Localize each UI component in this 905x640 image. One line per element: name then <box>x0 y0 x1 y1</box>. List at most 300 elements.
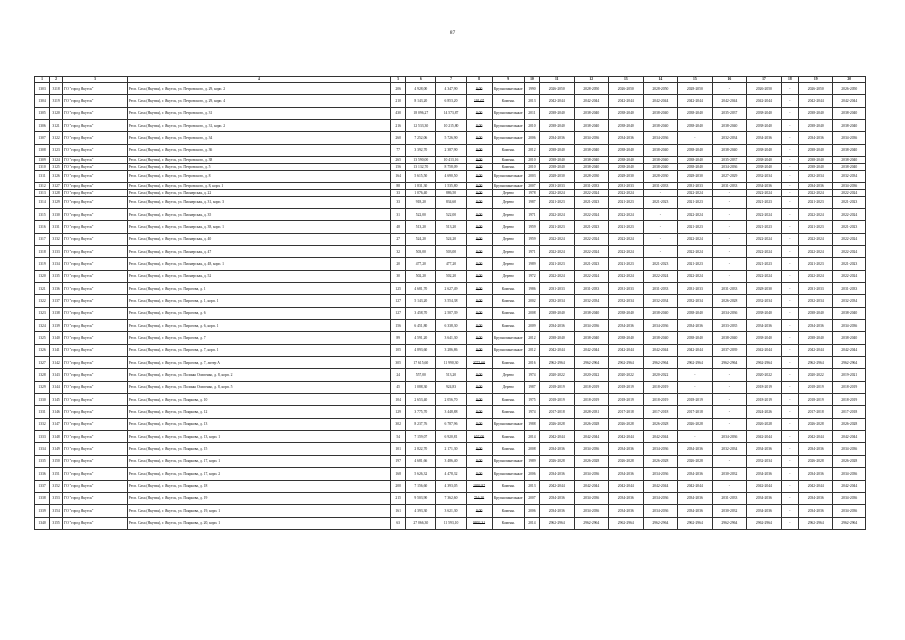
table-cell: ГО "город Якутск" <box>63 258 128 270</box>
table-cell: 3145 <box>50 394 63 406</box>
housing-registry-table <box>34 76 866 530</box>
table-cell: Дерево <box>492 233 524 245</box>
table-cell: 10 215,80 <box>436 120 466 132</box>
table-cell: 1319 <box>35 258 50 270</box>
table-cell: 210 <box>391 95 406 107</box>
table-cell: 10 413,16 <box>436 157 466 164</box>
table-cell: 0,00 <box>466 144 492 156</box>
table-row <box>35 332 866 344</box>
table-cell: 2038-2040 <box>643 332 678 344</box>
table-cell: 2028-2030 <box>643 170 678 182</box>
table-cell: 2034-2036 <box>798 183 833 190</box>
table-cell: ГО "город Якутск" <box>63 183 128 190</box>
table-cell: 1978 <box>524 189 539 196</box>
table-cell: 2038-2040 <box>574 163 609 170</box>
table-cell: 13 132,70 <box>406 163 436 170</box>
table-cell: 2022-2024 <box>833 245 866 257</box>
table-cell: 2008 <box>524 307 539 319</box>
table-cell: 63 <box>391 517 406 529</box>
table-cell: ГО "город Якутск" <box>63 418 128 430</box>
table-cell: 3126 <box>50 170 63 182</box>
table-cell: 2021-2023 <box>833 196 866 208</box>
table-row <box>35 83 866 95</box>
table-cell: Респ. Саха (Якутия), г. Якутск, ул. Петровского, д. 8, корп. 1 <box>127 183 390 190</box>
table-cell: 3119 <box>50 95 63 107</box>
table-cell: 0,00 <box>466 418 492 430</box>
table-cell: 2022-2024 <box>678 270 713 282</box>
table-cell: 2042-2044 <box>643 95 678 107</box>
table-cell: 0,00 <box>466 163 492 170</box>
table-cell: 5 626,32 <box>406 468 436 480</box>
table-cell: 2034-2036 <box>643 492 678 504</box>
table-cell: 2042-2044 <box>798 95 833 107</box>
table-cell: Дерево <box>492 208 524 220</box>
table-cell: 161 <box>391 505 406 517</box>
table-cell: 2034-2036 <box>609 443 644 455</box>
table-cell: ГО "город Якутск" <box>63 505 128 517</box>
table-cell: 0,00 <box>466 170 492 182</box>
table-cell: 1093,87 <box>466 480 492 492</box>
table-cell: 2017-2018 <box>833 406 866 418</box>
table-cell: 4 393,05 <box>436 480 466 492</box>
table-cell: Крупнопанельные <box>492 468 524 480</box>
table-row <box>35 196 866 208</box>
table-cell: 522,00 <box>406 208 436 220</box>
table-cell: 216 <box>391 120 406 132</box>
table-cell: - <box>781 283 798 295</box>
table-cell: - <box>781 295 798 307</box>
table-cell: - <box>781 468 798 480</box>
table-cell: 2038-2040 <box>833 307 866 319</box>
table-cell: 2031-2033 <box>678 183 713 190</box>
table-cell: 2032-2034 <box>712 443 747 455</box>
table-cell: 2026-2028 <box>798 418 833 430</box>
table-row <box>35 394 866 406</box>
table-cell: 2038-2040 <box>747 120 782 132</box>
column-number-14: 14 <box>643 77 678 83</box>
table-cell: 2038-2040 <box>574 144 609 156</box>
table-cell: 2022-2024 <box>643 270 678 282</box>
table-cell: 0,00 <box>466 196 492 208</box>
table-cell: - <box>781 431 798 443</box>
table-cell: 2026-2028 <box>539 418 574 430</box>
column-number-19: 19 <box>798 77 833 83</box>
table-cell: Каменн. <box>492 357 524 369</box>
table-cell: Респ. Саха (Якутия), г. Якутск, ул. Пирогова, д. 1 <box>127 283 390 295</box>
table-cell: ГО "город Якутск" <box>63 492 128 504</box>
table-cell: - <box>712 369 747 381</box>
table-cell: - <box>781 418 798 430</box>
table-cell: 2034-2036 <box>712 307 747 319</box>
table-cell: 2021-2023 <box>574 221 609 233</box>
table-cell: 502,20 <box>436 270 466 282</box>
table-cell: 2034-2036 <box>643 132 678 144</box>
table-cell: 1974 <box>524 406 539 418</box>
table-cell: 1305 <box>35 107 50 119</box>
table-cell: 2 822,70 <box>406 443 436 455</box>
table-cell: 2042-2044 <box>833 480 866 492</box>
table-cell: 657,00 <box>466 431 492 443</box>
table-cell: ГО "город Якутск" <box>63 208 128 220</box>
table-cell: 2042-2044 <box>747 480 782 492</box>
table-cell: 2034-2036 <box>798 132 833 144</box>
table-cell: 2018-2019 <box>609 394 644 406</box>
table-cell: 1959 <box>524 233 539 245</box>
table-cell: Крупнопанельные <box>492 418 524 430</box>
table-cell: 2022-2024 <box>574 233 609 245</box>
table-cell: 0,00 <box>466 208 492 220</box>
table-cell: 924,83 <box>436 381 466 393</box>
table-cell: - <box>781 83 798 95</box>
table-cell: - <box>712 406 747 418</box>
table-cell: 2019-2021 <box>833 369 866 381</box>
table-cell: 2021-2023 <box>747 258 782 270</box>
column-number-4: 4 <box>127 77 390 83</box>
column-number-7: 7 <box>436 77 466 83</box>
table-cell: 2020-2022 <box>643 369 678 381</box>
table-cell: 1317 <box>35 233 50 245</box>
table-cell: 918,20 <box>406 196 436 208</box>
table-row <box>35 95 866 107</box>
table-cell: 2021-2023 <box>798 221 833 233</box>
table-cell: Каменн. <box>492 394 524 406</box>
table-cell: 1333 <box>35 431 50 443</box>
table-cell: 2962-2964 <box>712 517 747 529</box>
table-cell: 4 928,00 <box>406 83 436 95</box>
table-cell: 2038-2040 <box>833 107 866 119</box>
table-cell: 2018-2019 <box>539 381 574 393</box>
table-cell: 2022-2024 <box>798 208 833 220</box>
table-cell: Респ. Саха (Якутия), г. Якутск, ул. Пирогова, д. 7, литер А <box>127 357 390 369</box>
page-number: 87 <box>449 30 456 36</box>
table-cell: 1971 <box>524 245 539 257</box>
table-cell: 2038-2040 <box>643 144 678 156</box>
table-cell: Каменн. <box>492 406 524 418</box>
table-cell: ГО "город Якутск" <box>63 163 128 170</box>
table-cell: 1307 <box>35 132 50 144</box>
table-cell: 0,00 <box>466 132 492 144</box>
table-cell: Крупнопанельные <box>492 344 524 356</box>
table-cell: 33 <box>391 189 406 196</box>
table-cell: 2042-2044 <box>678 480 713 492</box>
table-cell: 2035-2037 <box>712 107 747 119</box>
table-cell: Каменн. <box>492 307 524 319</box>
table-cell: 2032-2034 <box>712 132 747 144</box>
table-cell: 2962-2964 <box>747 517 782 529</box>
table-cell: 11 990,30 <box>436 357 466 369</box>
table-cell: 2032-2034 <box>574 295 609 307</box>
table-cell: 2018-2019 <box>798 381 833 393</box>
table-cell: 2022-2024 <box>833 189 866 196</box>
table-cell: 2020-2022 <box>574 369 609 381</box>
table-cell: 2034-2036 <box>798 468 833 480</box>
table-cell: 30 <box>391 270 406 282</box>
table-cell: 33 <box>391 196 406 208</box>
table-cell: 3141 <box>50 344 63 356</box>
column-number-8: 8 <box>466 77 492 83</box>
table-cell: - <box>781 170 798 182</box>
table-cell: - <box>781 221 798 233</box>
table-cell: 2034-2036 <box>574 443 609 455</box>
table-cell: - <box>781 394 798 406</box>
table-cell: 2038-2040 <box>643 157 678 164</box>
table-cell: 2962-2964 <box>747 357 782 369</box>
table-cell: 2038-2040 <box>798 332 833 344</box>
table-cell: 2008 <box>524 443 539 455</box>
table-cell: ГО "город Якутск" <box>63 221 128 233</box>
table-cell: 2034-2036 <box>643 468 678 480</box>
table-cell: 9 503,90 <box>406 492 436 504</box>
table-cell: 1987 <box>524 381 539 393</box>
table-cell: 2038-2040 <box>678 120 713 132</box>
table-cell: 2042-2044 <box>574 431 609 443</box>
table-cell: 2 056,70 <box>436 394 466 406</box>
column-number-3: 3 <box>63 77 128 83</box>
table-cell: 2018-2019 <box>747 381 782 393</box>
table-row <box>35 517 866 529</box>
table-cell: - <box>781 480 798 492</box>
table-cell: 2031-2033 <box>678 283 713 295</box>
table-cell: 6 920,81 <box>436 431 466 443</box>
table-cell: 2022-2024 <box>678 233 713 245</box>
table-cell: 12 533,30 <box>406 120 436 132</box>
table-cell: 1325 <box>35 332 50 344</box>
table-cell: 2032-2034 <box>833 170 866 182</box>
table-cell: Респ. Саха (Якутия), г. Якутск, ул. Петровского, д. 8 <box>127 170 390 182</box>
table-cell: 2022-2024 <box>609 189 644 196</box>
column-number-6: 6 <box>406 77 436 83</box>
table-cell: 1310 <box>35 163 50 170</box>
table-cell: 2042-2044 <box>747 95 782 107</box>
column-number-13: 13 <box>609 77 644 83</box>
table-cell: 2042-2044 <box>747 344 782 356</box>
table-cell: 2042-2044 <box>539 95 574 107</box>
table-cell: 11 593,10 <box>436 517 466 529</box>
table-cell: 2038-2040 <box>798 120 833 132</box>
table-cell: 2034-2036 <box>539 320 574 332</box>
table-cell: 6 853,20 <box>436 95 466 107</box>
table-cell: 2022-2024 <box>539 270 574 282</box>
table-cell: 27 066,30 <box>406 517 436 529</box>
table-cell: Респ. Саха (Якутия), г. Якутск, ул. Петровского, д. 31 <box>127 107 390 119</box>
table-cell: 2030-2032 <box>712 468 747 480</box>
table-cell: 2016 <box>524 357 539 369</box>
table-cell: 2031-2033 <box>609 183 644 190</box>
table-cell: 1987 <box>524 196 539 208</box>
table-cell: Каменн. <box>492 480 524 492</box>
table-cell: 1 831,30 <box>406 183 436 190</box>
table-cell: 8 237,76 <box>406 418 436 430</box>
table-cell: 2042-2044 <box>574 344 609 356</box>
table-cell: 2038-2040 <box>678 107 713 119</box>
table-cell: 2042-2044 <box>833 344 866 356</box>
table-cell: 2026-2050 <box>609 83 644 95</box>
table-row <box>35 283 866 295</box>
table-cell: 2042-2044 <box>539 431 574 443</box>
table-row <box>35 505 866 517</box>
table-cell: 48 <box>391 221 406 233</box>
table-cell: 3137 <box>50 295 63 307</box>
table-cell: 3138 <box>50 307 63 319</box>
table-cell: 6 451,80 <box>406 320 436 332</box>
table-cell: 4 893,60 <box>406 344 436 356</box>
table-cell: - <box>781 120 798 132</box>
table-cell: Каменн. <box>492 144 524 156</box>
table-cell: 2013 <box>524 480 539 492</box>
table-cell: 0,00 <box>466 183 492 190</box>
table-cell: 0,00 <box>466 245 492 257</box>
table-cell: 3131 <box>50 221 63 233</box>
table-cell: 2026-2050 <box>833 83 866 95</box>
table-cell: 2038-2040 <box>747 163 782 170</box>
table-cell: 260 <box>391 132 406 144</box>
table-cell: 2034-2036 <box>712 163 747 170</box>
table-cell: 2962-2964 <box>539 357 574 369</box>
table-cell: Крупнопанельные <box>492 83 524 95</box>
table-cell: 127 <box>391 295 406 307</box>
table-cell: 3142 <box>50 357 63 369</box>
table-cell: 0,00 <box>466 369 492 381</box>
table-cell: 522,00 <box>436 208 466 220</box>
table-cell: 2018-2019 <box>678 394 713 406</box>
table-cell: - <box>781 132 798 144</box>
table-cell: 0,00 <box>466 258 492 270</box>
table-cell: 2020-2022 <box>747 369 782 381</box>
table-cell: 2962-2964 <box>833 357 866 369</box>
table-cell: 2032-2034 <box>539 295 574 307</box>
table-cell: 2034-2036 <box>833 492 866 504</box>
table-cell: 6 787,96 <box>436 418 466 430</box>
table-cell: 2034-2036 <box>747 468 782 480</box>
table-cell: 2031-2033 <box>712 492 747 504</box>
table-cell: 2034-2036 <box>833 132 866 144</box>
table-cell: 1309 <box>35 157 50 164</box>
table-cell: Респ. Саха (Якутия), г. Якутск, ул. Петровского, д. 38 <box>127 157 390 164</box>
table-cell: Каменн. <box>492 320 524 332</box>
table-cell: 2034-2036 <box>574 492 609 504</box>
table-cell: 2026-2028 <box>678 418 713 430</box>
table-cell: 1334 <box>35 443 50 455</box>
table-row <box>35 163 866 170</box>
table-cell: 2021-2023 <box>798 258 833 270</box>
table-cell: 2017-2018 <box>678 406 713 418</box>
table-cell: - <box>781 369 798 381</box>
table-cell: 3134 <box>50 258 63 270</box>
table-cell: 2042-2044 <box>609 95 644 107</box>
table-cell: 265 <box>391 157 406 164</box>
table-cell: ГО "город Якутск" <box>63 189 128 196</box>
table-cell: 2034-2036 <box>798 505 833 517</box>
table-cell: 3147 <box>50 418 63 430</box>
table-cell: 2022-2024 <box>609 208 644 220</box>
table-cell: 1 535,80 <box>436 183 466 190</box>
table-cell: 2034-2036 <box>678 505 713 517</box>
column-number-9: 9 <box>492 77 524 83</box>
table-cell: 2020-2022 <box>539 369 574 381</box>
table-cell: 2026-2050 <box>539 83 574 95</box>
table-cell: 1311 <box>35 170 50 182</box>
table-cell: 2 387,90 <box>436 144 466 156</box>
table-cell: 513,20 <box>436 221 466 233</box>
table-cell: 2 507,39 <box>436 307 466 319</box>
table-cell: 2006 <box>524 505 539 517</box>
table-cell: Дерево <box>492 221 524 233</box>
table-cell: 2017-2018 <box>609 406 644 418</box>
table-cell: - <box>712 455 747 467</box>
table-cell: Респ. Саха (Якутия), г. Якутск, ул. Пирогова, д. 7, корп. 1 <box>127 344 390 356</box>
table-cell: 2022-2024 <box>833 208 866 220</box>
table-cell: 2022-2024 <box>747 233 782 245</box>
table-cell: ГО "город Якутск" <box>63 357 128 369</box>
table-cell: 2038-2040 <box>712 120 747 132</box>
table-row <box>35 492 866 504</box>
table-cell: - <box>781 332 798 344</box>
table-cell: 2962-2964 <box>798 357 833 369</box>
table-cell: 0,00 <box>466 295 492 307</box>
table-cell: 2021-2023 <box>609 196 644 208</box>
table-cell: Каменн. <box>492 95 524 107</box>
table-cell: 0,00 <box>466 307 492 319</box>
table-cell: 2038-2040 <box>712 332 747 344</box>
table-cell: 3154 <box>50 505 63 517</box>
table-cell: 2042-2044 <box>609 344 644 356</box>
table-cell: 2022-2024 <box>678 189 713 196</box>
table-cell: 2037-2039 <box>712 344 747 356</box>
table-cell: 2034-2036 <box>833 320 866 332</box>
table-cell: 2009 <box>524 320 539 332</box>
table-cell: 2003 <box>524 170 539 182</box>
table-cell: Респ. Саха (Якутия), г. Якутск, ул. Пояркова, д. 17, корп. 2 <box>127 468 390 480</box>
table-cell: 2042-2044 <box>643 480 678 492</box>
table-cell: 1332 <box>35 418 50 430</box>
table-cell: Дерево <box>492 196 524 208</box>
table-cell: 1306 <box>35 120 50 132</box>
table-cell: ГО "город Якутск" <box>63 307 128 319</box>
table-cell: 3132 <box>50 233 63 245</box>
table-cell: 2038-2040 <box>833 144 866 156</box>
table-cell: 89 <box>391 332 406 344</box>
table-cell: Крупнопанельные <box>492 120 524 132</box>
table-cell: 2028-2050 <box>678 83 713 95</box>
table-cell: 2038-2040 <box>539 120 574 132</box>
table-cell: 77 <box>391 144 406 156</box>
table-cell: 2017-2018 <box>643 406 678 418</box>
table-row <box>35 245 866 257</box>
table-cell: - <box>712 480 747 492</box>
table-cell: 2042-2044 <box>833 95 866 107</box>
table-cell: - <box>781 406 798 418</box>
table-cell: - <box>781 443 798 455</box>
table-cell: 3129 <box>50 196 63 208</box>
table-cell: 2038-2040 <box>798 163 833 170</box>
table-cell: 2006 <box>524 132 539 144</box>
table-cell: 2026-2028 <box>712 295 747 307</box>
table-cell: 127 <box>391 307 406 319</box>
table-cell: 2042-2044 <box>643 431 678 443</box>
table-cell: 2012 <box>524 144 539 156</box>
table-cell: 2028-2030 <box>539 170 574 182</box>
table-cell: ГО "город Якутск" <box>63 270 128 282</box>
table-cell: Респ. Саха (Якутия), г. Якутск, ул. Пионерская, д. 40 <box>127 233 390 245</box>
table-cell: 305 <box>391 357 406 369</box>
table-cell: - <box>781 270 798 282</box>
table-cell: ГО "город Якутск" <box>63 406 128 418</box>
table-cell: Респ. Саха (Якутия), г. Якутск, ул. Пояркова, д. 18 <box>127 480 390 492</box>
table-cell: 3 641,30 <box>436 332 466 344</box>
table-cell: ГО "город Якутск" <box>63 394 128 406</box>
table-cell: 3118 <box>50 83 63 95</box>
table-cell: 1321 <box>35 283 50 295</box>
